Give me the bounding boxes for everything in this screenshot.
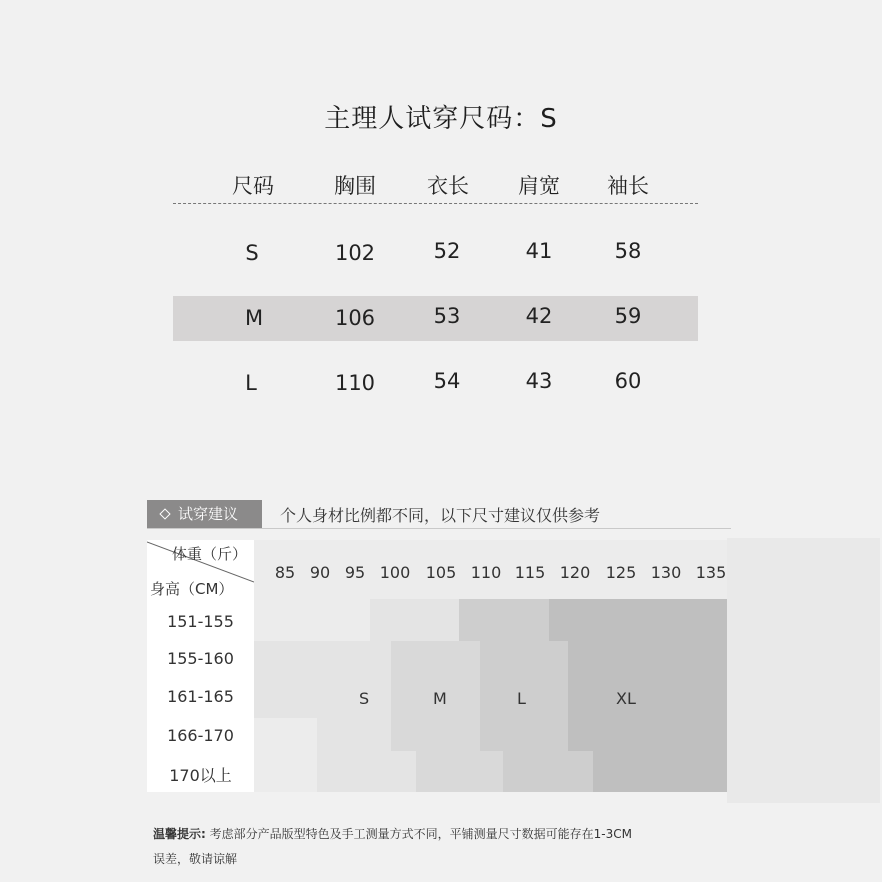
table-cell: M	[244, 306, 264, 330]
table-cell: 58	[614, 239, 642, 263]
height-axis-label: 身高（CM）	[150, 580, 234, 598]
tip-line-2: 误差，敬请谅解	[153, 852, 238, 866]
diamond-icon	[159, 508, 170, 519]
weight-value: 95	[344, 563, 366, 582]
page-title: 主理人试穿尺码：S	[324, 104, 558, 134]
weight-value: 100	[379, 563, 411, 582]
tip-line-1	[153, 825, 632, 842]
zone-label-s: S	[359, 689, 370, 708]
weight-value: 115	[514, 563, 546, 582]
table-header-length: 衣长	[427, 174, 469, 198]
section-divider	[147, 528, 731, 529]
table-cell: 59	[614, 304, 642, 328]
table-header-chest: 胸围	[334, 174, 376, 198]
zone-xl-cell	[568, 641, 727, 751]
table-cell: 106	[334, 306, 376, 330]
height-value: 151-155	[167, 612, 234, 631]
table-cell: S	[245, 241, 259, 265]
height-value: 161-165	[167, 687, 234, 706]
height-value: 166-170	[167, 726, 234, 745]
weight-value: 85	[274, 563, 296, 582]
zone-label-xl: XL	[616, 689, 636, 708]
zone-l-cell	[459, 599, 549, 641]
table-cell: 43	[525, 369, 553, 393]
table-divider	[173, 203, 698, 204]
tip-label: 温馨提示:	[153, 827, 206, 841]
zone-m-cell	[416, 751, 503, 792]
table-cell: 110	[334, 371, 376, 395]
side-panel	[727, 538, 880, 803]
zone-xl-cell	[593, 751, 727, 792]
weight-value: 120	[559, 563, 591, 582]
table-header-shoulder: 肩宽	[518, 174, 560, 198]
zone-s-cell	[317, 718, 391, 751]
section-note: 个人身材比例都不同，以下尺寸建议仅供参考	[280, 506, 601, 525]
table-header-size: 尺码	[232, 174, 274, 198]
weight-value: 90	[309, 563, 331, 582]
table-cell: 60	[614, 369, 642, 393]
tip-text: 考虑部分产品版型特色及手工测量方式不同，平铺测量尺寸数据可能存在1-3CM	[209, 827, 632, 841]
zone-xl-cell	[549, 599, 727, 641]
weight-value: 125	[605, 563, 637, 582]
weight-value: 130	[650, 563, 682, 582]
weight-value: 110	[470, 563, 502, 582]
table-header-sleeve: 袖长	[607, 174, 649, 198]
weight-value: 135	[695, 563, 727, 582]
zone-s-cell	[254, 641, 391, 718]
zone-s-cell	[317, 751, 416, 792]
zone-label-l: L	[517, 689, 526, 708]
table-cell: L	[245, 371, 257, 395]
zone-l-cell	[503, 751, 593, 792]
table-cell: 52	[433, 239, 461, 263]
table-cell: 53	[433, 304, 461, 328]
weight-value: 105	[425, 563, 457, 582]
weight-axis-label: 体重（斤）	[172, 545, 248, 563]
height-value: 155-160	[167, 649, 234, 668]
section-tag	[147, 500, 262, 528]
table-cell: 42	[525, 304, 553, 328]
table-cell: 54	[433, 369, 461, 393]
table-cell: 41	[525, 239, 553, 263]
section-tag-label: 试穿建议	[178, 505, 239, 523]
height-value: 170以上	[169, 766, 232, 785]
zone-s-cell	[370, 599, 459, 641]
zone-label-m: M	[433, 689, 447, 708]
table-cell: 102	[334, 241, 376, 265]
